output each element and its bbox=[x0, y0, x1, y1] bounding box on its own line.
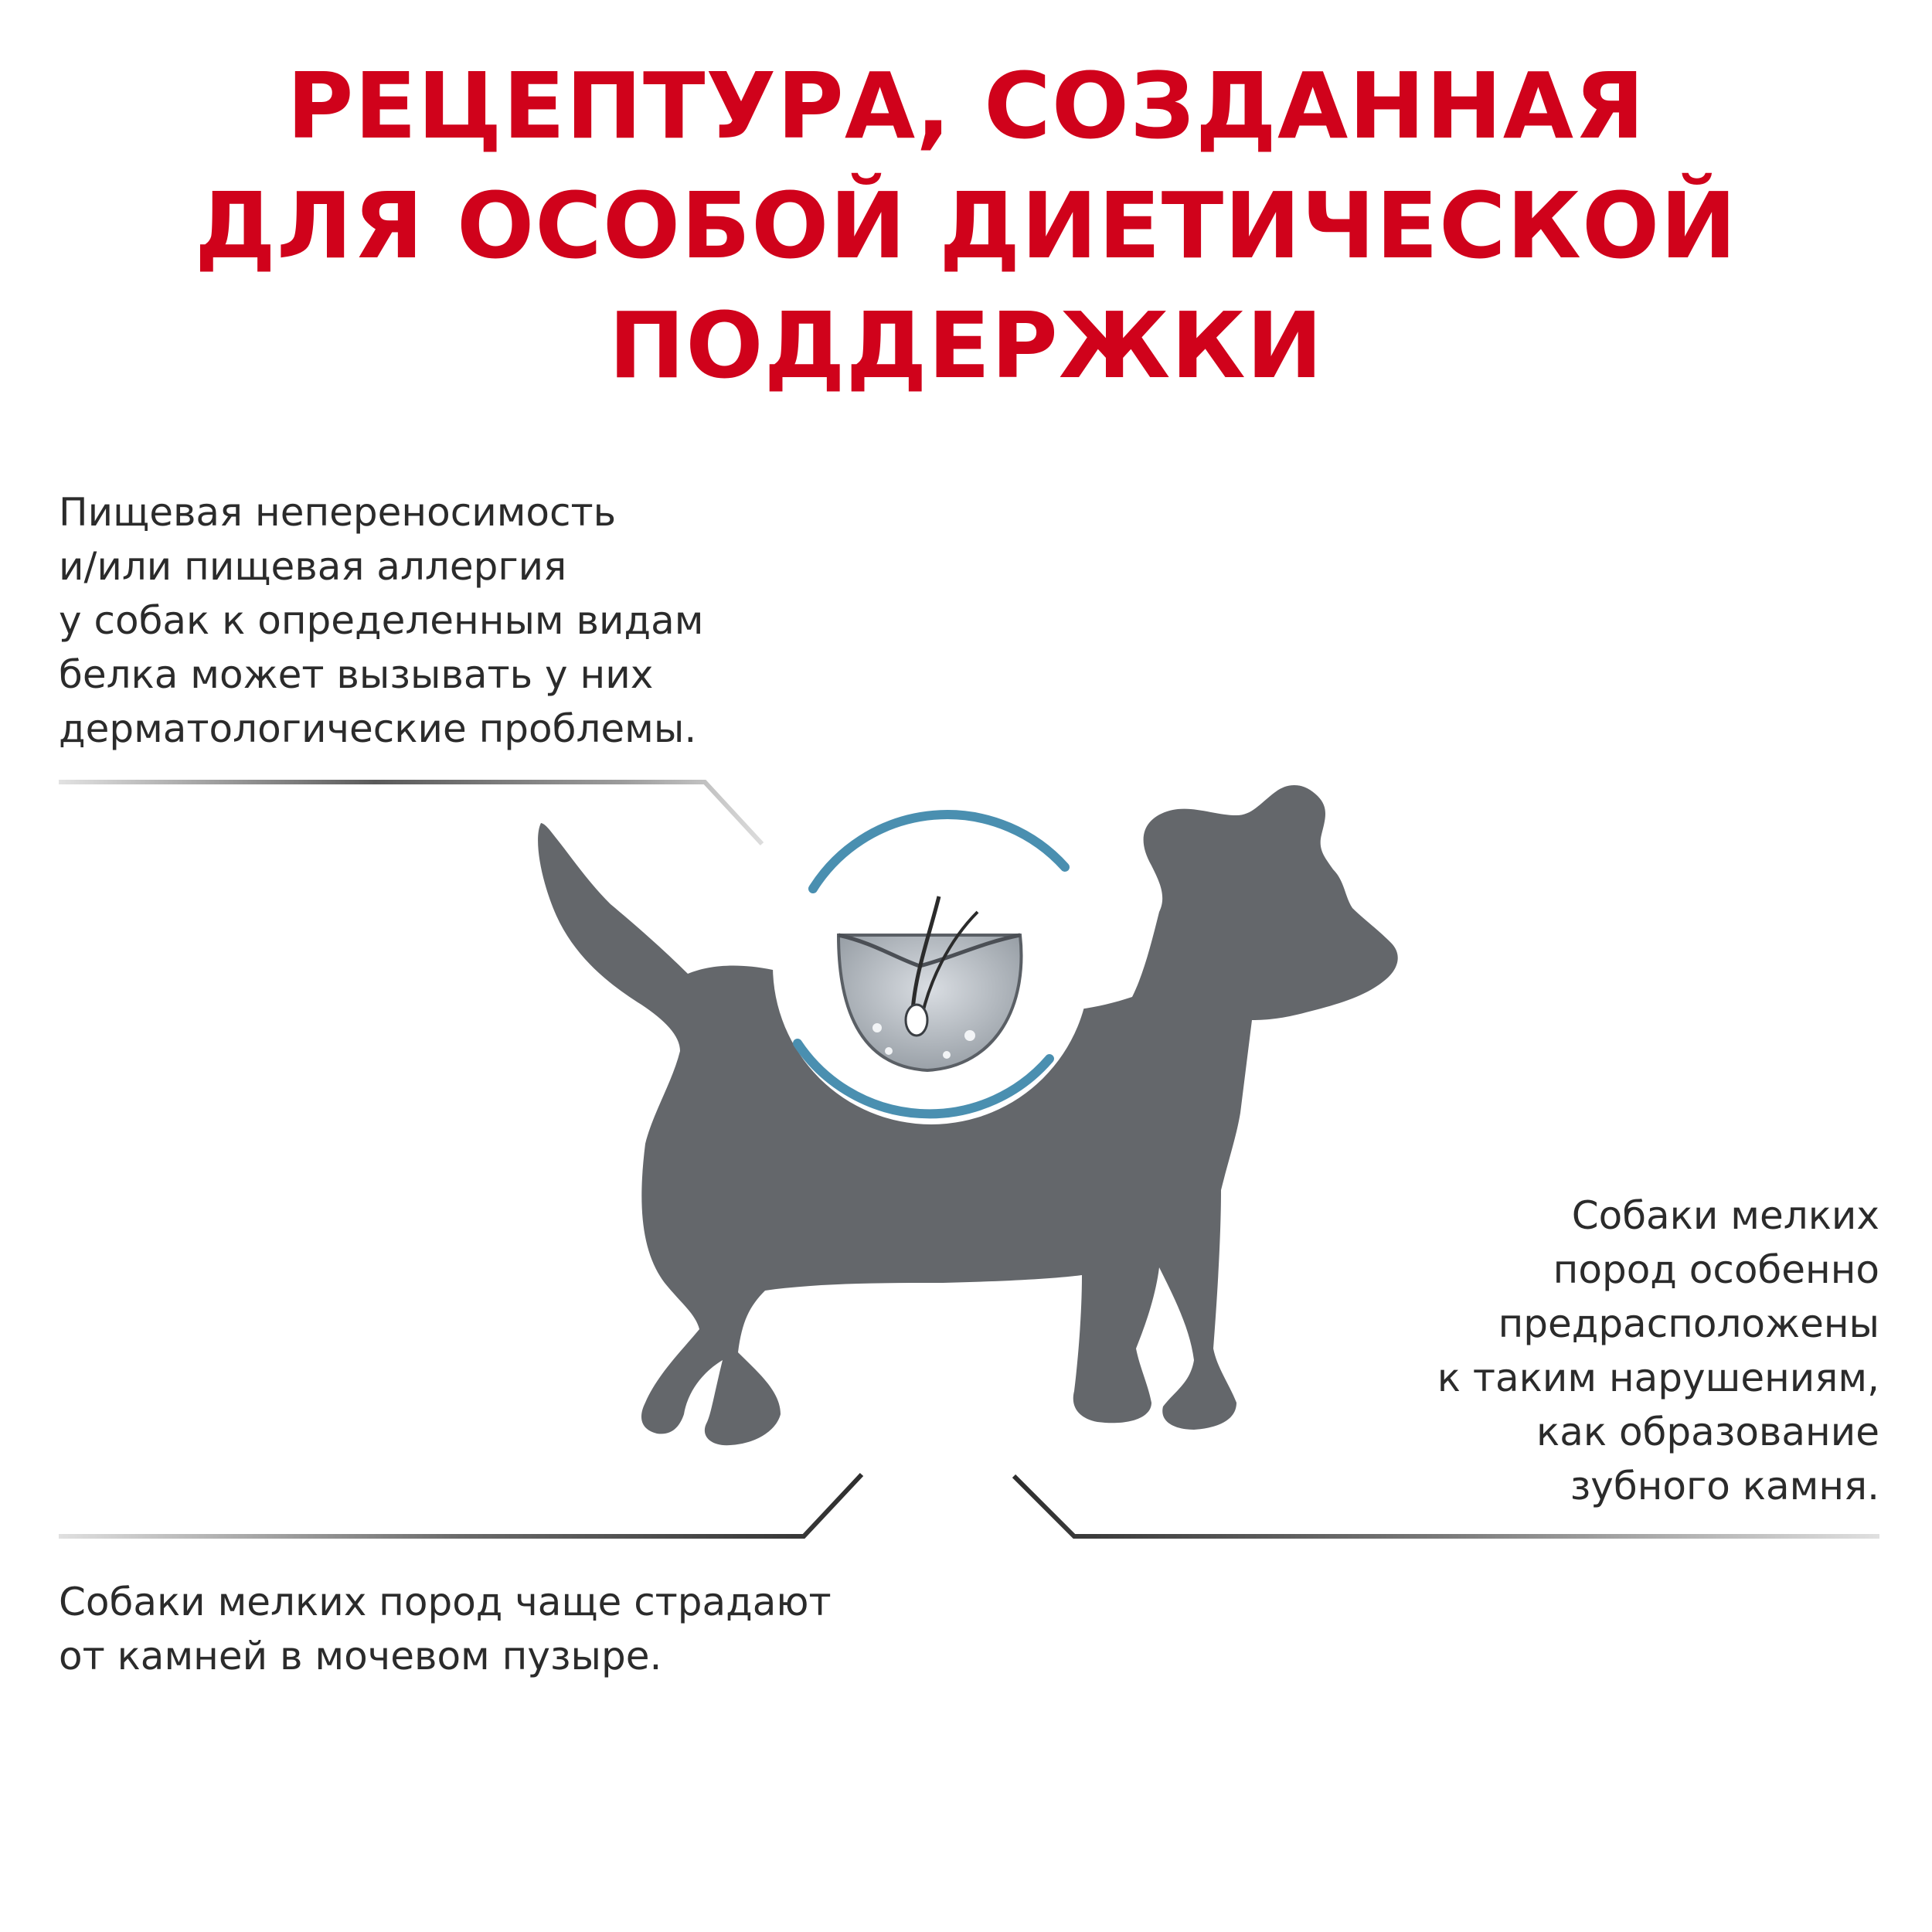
callout-allergy-line-4: белка может вызывать у них bbox=[59, 652, 654, 697]
leader-line-bladder bbox=[59, 1475, 862, 1536]
callout-allergy-line-5: дерматологические проблемы. bbox=[59, 706, 697, 751]
callout-dental-line-4: к таким нарушениям, bbox=[1437, 1355, 1879, 1400]
callout-dental-line-5: как образование bbox=[1536, 1410, 1879, 1454]
headline-line-1: РЕЦЕПТУРА, СОЗДАННАЯ bbox=[287, 53, 1645, 159]
callout-bladder-line-2: от камней в мочевом пузыре. bbox=[59, 1634, 662, 1679]
headline-line-2: ДЛЯ ОСОБОЙ ДИЕТИЧЕСКОЙ bbox=[194, 172, 1738, 279]
callout-dental-line-3: предрасположены bbox=[1498, 1301, 1879, 1346]
callout-allergy-line-1: Пищевая непереносимость bbox=[59, 490, 617, 535]
headline-line-3: ПОДДЕРЖКИ bbox=[608, 292, 1324, 399]
callout-dental-line-6: зубного камня. bbox=[1570, 1464, 1879, 1509]
callout-allergy-line-3: у собак к определенным видам bbox=[59, 598, 704, 643]
leader-line-allergy bbox=[59, 782, 762, 844]
callout-allergy-line-2: и/или пищевая аллергия bbox=[59, 544, 567, 589]
skin-badge bbox=[773, 808, 1090, 1124]
callout-bladder-line-1: Собаки мелких пород чаще страдают bbox=[59, 1580, 832, 1624]
leader-line-dental bbox=[1014, 1476, 1879, 1536]
callout-dental-line-2: пород особенно bbox=[1553, 1247, 1879, 1292]
callout-dental-line-1: Собаки мелких bbox=[1571, 1193, 1879, 1238]
